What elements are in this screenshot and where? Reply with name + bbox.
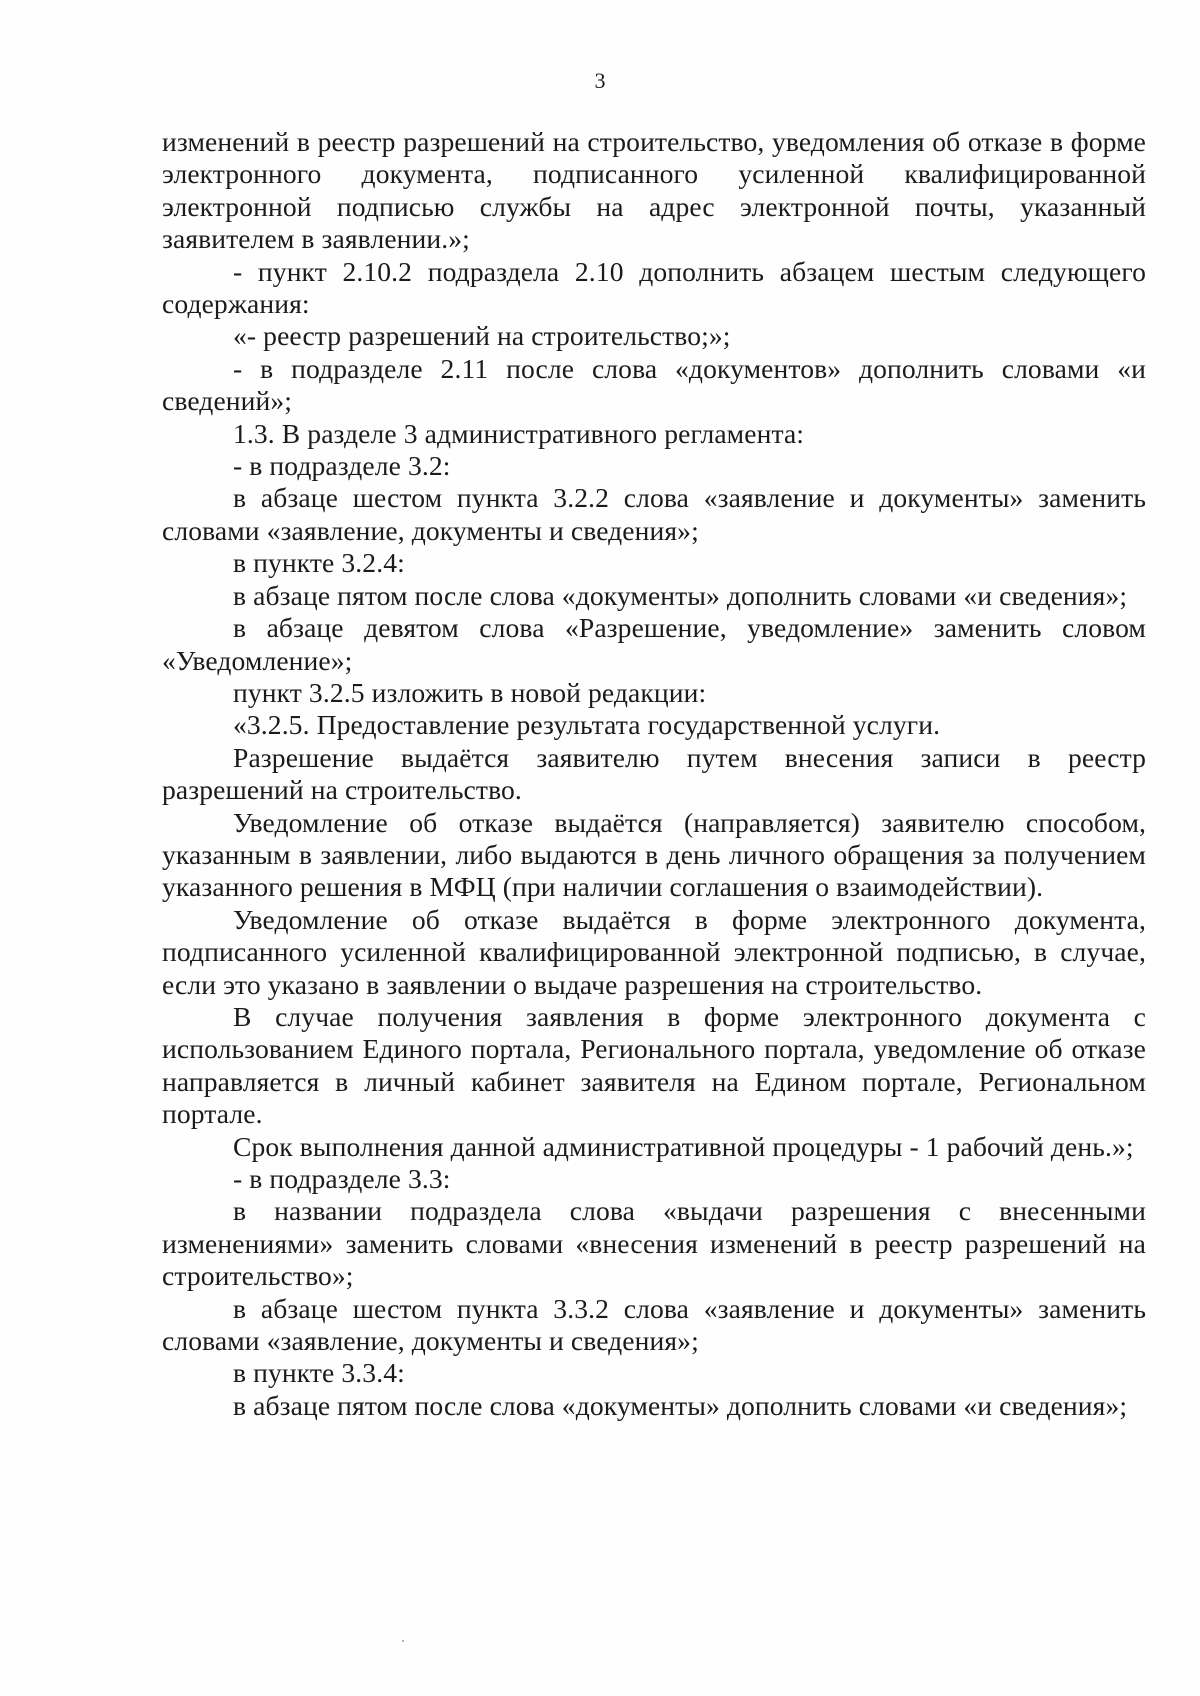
paragraph: - в подразделе 2.11 после слова «документов» дополнить словами «и сведений»; [162, 352, 1146, 417]
paragraph: «3.2.5. Предоставление результата государственной услуги. [233, 709, 941, 741]
paragraph: в абзаце девятом слова «Разрешение, уведомление» заменить словом «Уведомление»; [162, 612, 1146, 676]
paragraph: Уведомление об отказе выдаётся (направляется) заявителю способом, указанным в заявлении, либо выдаются в день личного обращения за получением указанного решения в МФЦ (при наличии соглашения о взаимодействии). [162, 806, 1146, 903]
paragraph: - в подразделе 3.3: [233, 1163, 451, 1194]
paragraph: в абзаце шестом пункта 3.3.2 слова «заявление и документы» заменить словами «заявление, документы и сведения»; [162, 1292, 1146, 1357]
paragraph: - пункт 2.10.2 подраздела 2.10 дополнить абзацем шестым следующего содержания: [162, 255, 1146, 320]
paragraph: в пункте 3.3.4: [233, 1357, 405, 1389]
paragraph: в абзаце пятом после слова «документы» дополнить словами «и сведения»; [233, 1389, 1128, 1421]
paragraph: 1.3. В разделе 3 административного регламента: [233, 417, 805, 449]
paragraph: - в подразделе 3.2: [233, 450, 451, 482]
paragraph: Разрешение выдаётся заявителю путем внесения записи в реестр разрешений на строительство. [162, 741, 1146, 806]
paragraph: в абзаце шестом пункта 3.2.2 слова «заявление и документы» заменить словами «заявление, документы и сведения»; [162, 482, 1146, 546]
paragraph: Срок выполнения данной административной процедуры - 1 рабочий день.»; [233, 1130, 1134, 1162]
paragraph: «- реестр разрешений на строительство;»; [233, 320, 731, 352]
paragraph: В случае получения заявления в форме электронного документа с использованием Единого портала, Регионального портала, уведомление об отказе направляется в личный кабинет заявителя на Едином портале, Региональном портале. [162, 1000, 1146, 1130]
paragraph: в пункте 3.2.4: [233, 547, 405, 579]
paragraph: в названии подраздела слова «выдачи разрешения с внесенными изменениями» заменить словами «внесения изменений в реестр разрешений на строительство»; [162, 1195, 1146, 1292]
document-body [162, 126, 1146, 1422]
paragraph: в абзаце пятом после слова «документы» дополнить словами «и сведения»; [233, 579, 1128, 611]
scan-speck [402, 1640, 404, 1642]
paragraph: изменений в реестр разрешений на строительство, уведомления об отказе в форме электронного документа, подписанного усиленной квалифицированной электронной подписью службы на адрес электронной почты, указанный заявителем в заявлении.»; [162, 126, 1146, 255]
paragraph: Уведомление об отказе выдаётся в форме электронного документа, подписанного усиленной квалифицированной электронной подписью, в случае, если это указано в заявлении о выдаче разрешения на строительство. [162, 903, 1146, 1000]
paragraph: пункт 3.2.5 изложить в новой редакции: [233, 676, 707, 708]
page-number: 3 [594, 68, 606, 93]
